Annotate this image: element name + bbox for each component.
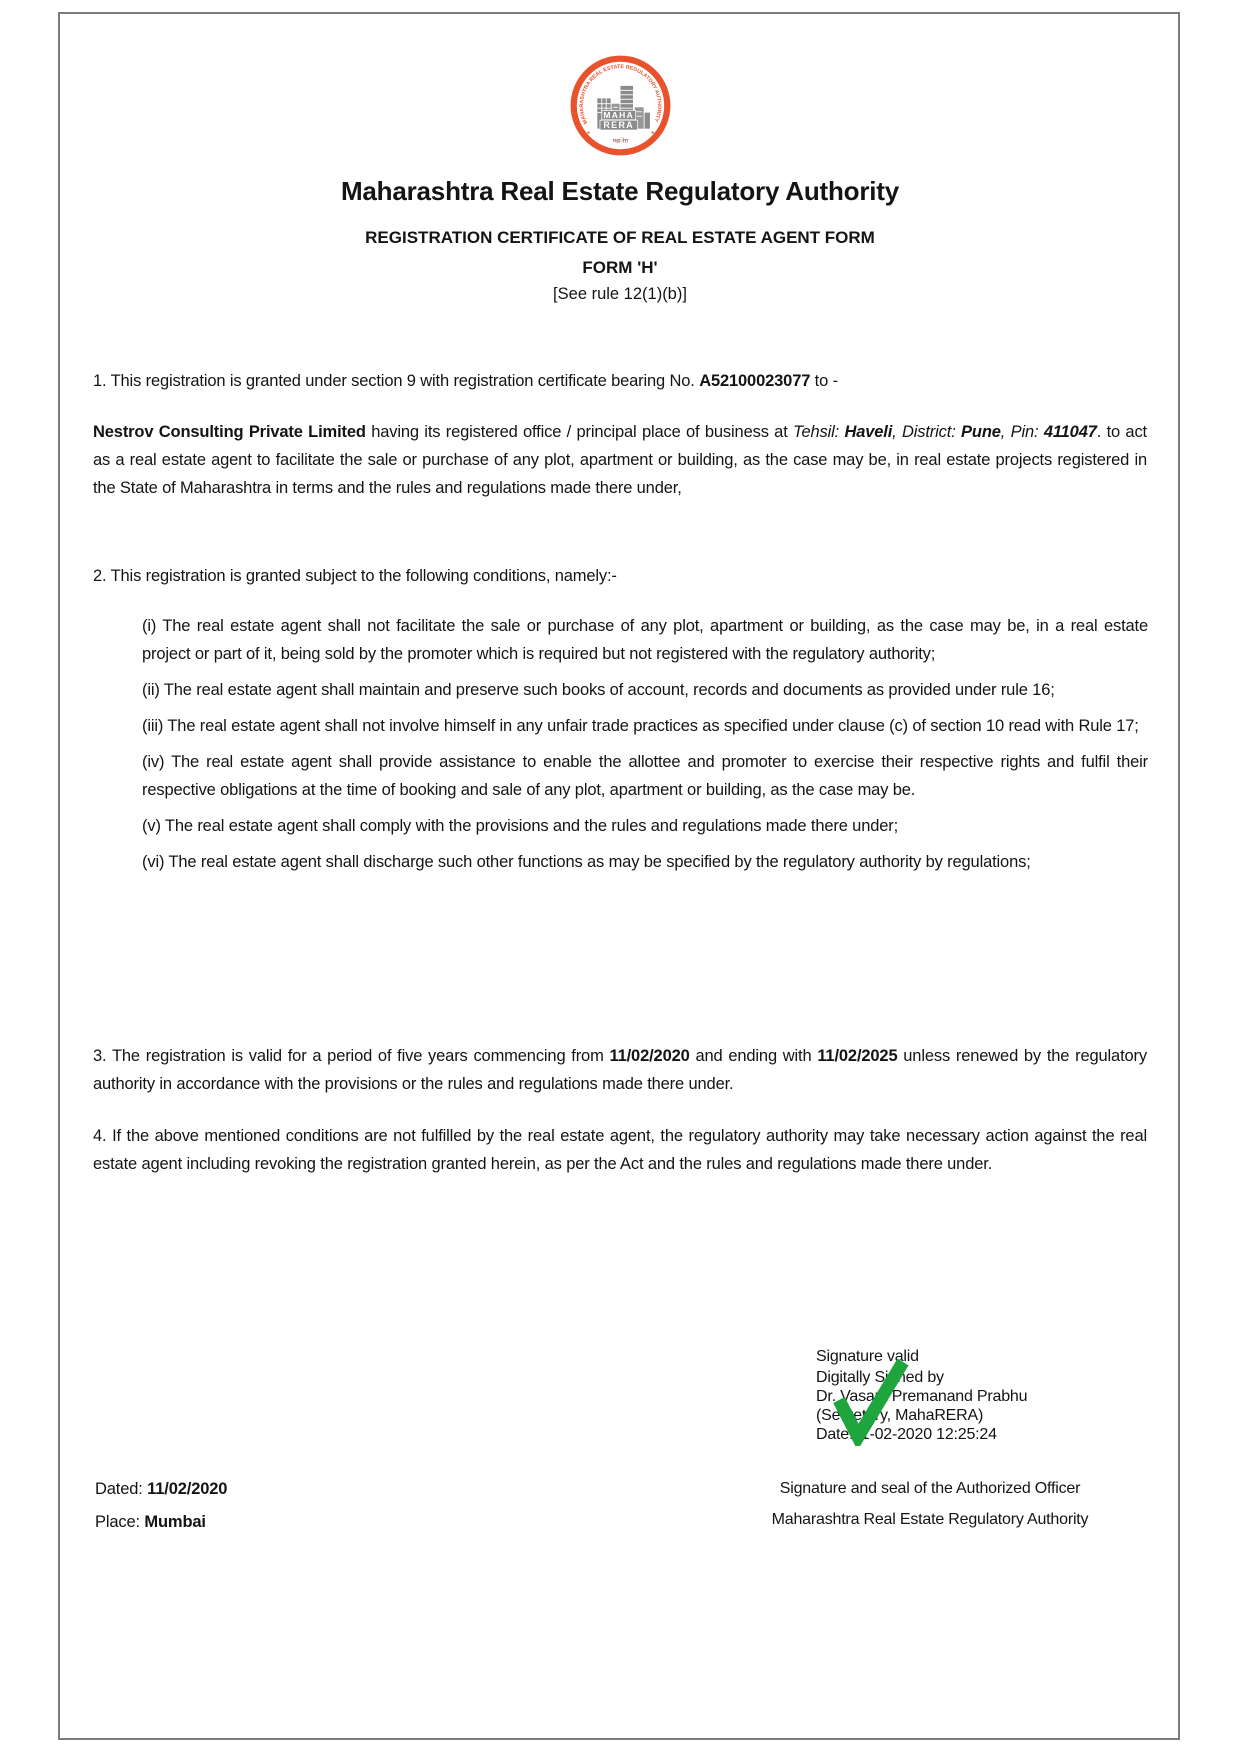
dated-value: 11/02/2020 [147,1480,228,1498]
signatory-designation: (Secretary, MahaRERA) [816,1407,984,1424]
certificate-subtitle: REGISTRATION CERTIFICATE OF REAL ESTATE AGENT FORM [365,228,875,247]
validity-end-date: 11/02/2025 [817,1047,898,1065]
dated-line: Dated: 11/02/2020 [95,1480,228,1498]
logo-ring-text: MAHARASHTRA REAL ESTATE REGULATORY AUTHORITY [579,64,663,125]
signature-valid-check-icon [833,1354,913,1446]
clause-1-text: 1. This registration is granted under section 9 with registration certificate bearing No. [93,372,700,390]
clause-2: 2. This registration is granted subject to the following conditions, namely:- [93,567,617,585]
signatory-name: Dr. Vasant Premanand Prabhu [816,1388,1028,1405]
signature-timestamp: Date:11-02-2020 12:25:24 [816,1426,997,1443]
condition-iii: (iii) The real estate agent shall not involve himself in any unfair trade practices as specified under clause (c) of section 10 read with Rule 17; [142,717,1139,735]
registration-number: A52100023077 [699,372,811,390]
logo-devanagari-text: महा-रेरा [612,138,629,145]
logo-maha-text: MAHA [603,109,635,120]
digitally-signed-by-label: Digitally Signed by [816,1369,944,1386]
logo-rera-text: RERA [603,120,635,131]
pin-value: 411047 [1043,423,1097,441]
authorized-officer-label: Signature and seal of the Authorized Officer [779,1480,1081,1497]
authority-name-label: Maharashtra Real Estate Regulatory Authority [771,1511,1089,1528]
rule-reference: [See rule 12(1)(b)] [553,285,687,303]
conditions-list [142,612,1148,884]
condition-ii: (ii) The real estate agent shall maintain and preserve such books of account, records and documents as provided under rule 16; [142,681,1055,699]
clause-4: 4. If the above mentioned conditions are not fulfilled by the real estate agent, the regulatory authority may take necessary action against the real estate agent including revoking the registration granted herein, as per the Act and the rules and regulations made there under. [93,1127,1147,1173]
logo-wordmark [600,110,637,130]
signature-valid-label: Signature valid [816,1348,919,1365]
maharera-logo-icon [567,52,674,159]
condition-iv: (iv) The real estate agent shall provide assistance to enable the allottee and promoter to exercise their respective rights and fulfil their respective obligations at the time of booking and sale of any plot, apartment or building, as the case may be. [142,753,1148,799]
place-value: Mumbai [144,1513,206,1531]
tehsil-value: Haveli [844,423,893,441]
footer-left-block [95,1473,227,1539]
clause-3: 3. The registration is valid for a period of five years commencing from 11/02/2020 and ending with 11/02/2025 unless renewed by the regulatory authority in accordance with the provisions or the rules and regulations made there under. [93,1047,1147,1093]
agent-name: Nestrov Consulting Private Limited [93,423,366,441]
clause-1: 1. This registration is granted under section 9 with registration certificate bearing No. A52100023077 to - [93,372,838,390]
agent-details-paragraph: Nestrov Consulting Private Limited having its registered office / principal place of business at Tehsil: Haveli, District: Pune, Pin: 411047. to act as a real estate agent to facilitate the sale or purchase of any plot, apartment or building, as the case may be, in real estate projects registered in the State of Maharashtra in terms and the rules and regulations made there under, [93,423,1147,497]
condition-v: (v) The real estate agent shall comply with the provisions and the rules and regulations made there under; [142,817,899,835]
place-line: Place: Mumbai [95,1513,206,1531]
district-value: Pune [961,423,1001,441]
footer-right-block [750,1473,1110,1535]
page-title: Maharashtra Real Estate Regulatory Authority [340,176,900,206]
condition-vi: (vi) The real estate agent shall discharge such other functions as may be specified by the regulatory authority by regulations; [142,853,1031,871]
condition-i: (i) The real estate agent shall not facilitate the sale or purchase of any plot, apartment or building, as the case may be, in a real estate project or part of it, being sold by the promoter which is required but not registered with the regulatory authority; [142,617,1148,663]
logo-star-left-icon: ★ [586,130,591,136]
validity-start-date: 11/02/2020 [609,1047,690,1065]
logo-star-right-icon: ★ [650,130,655,136]
form-h-label: FORM 'H' [582,258,658,277]
